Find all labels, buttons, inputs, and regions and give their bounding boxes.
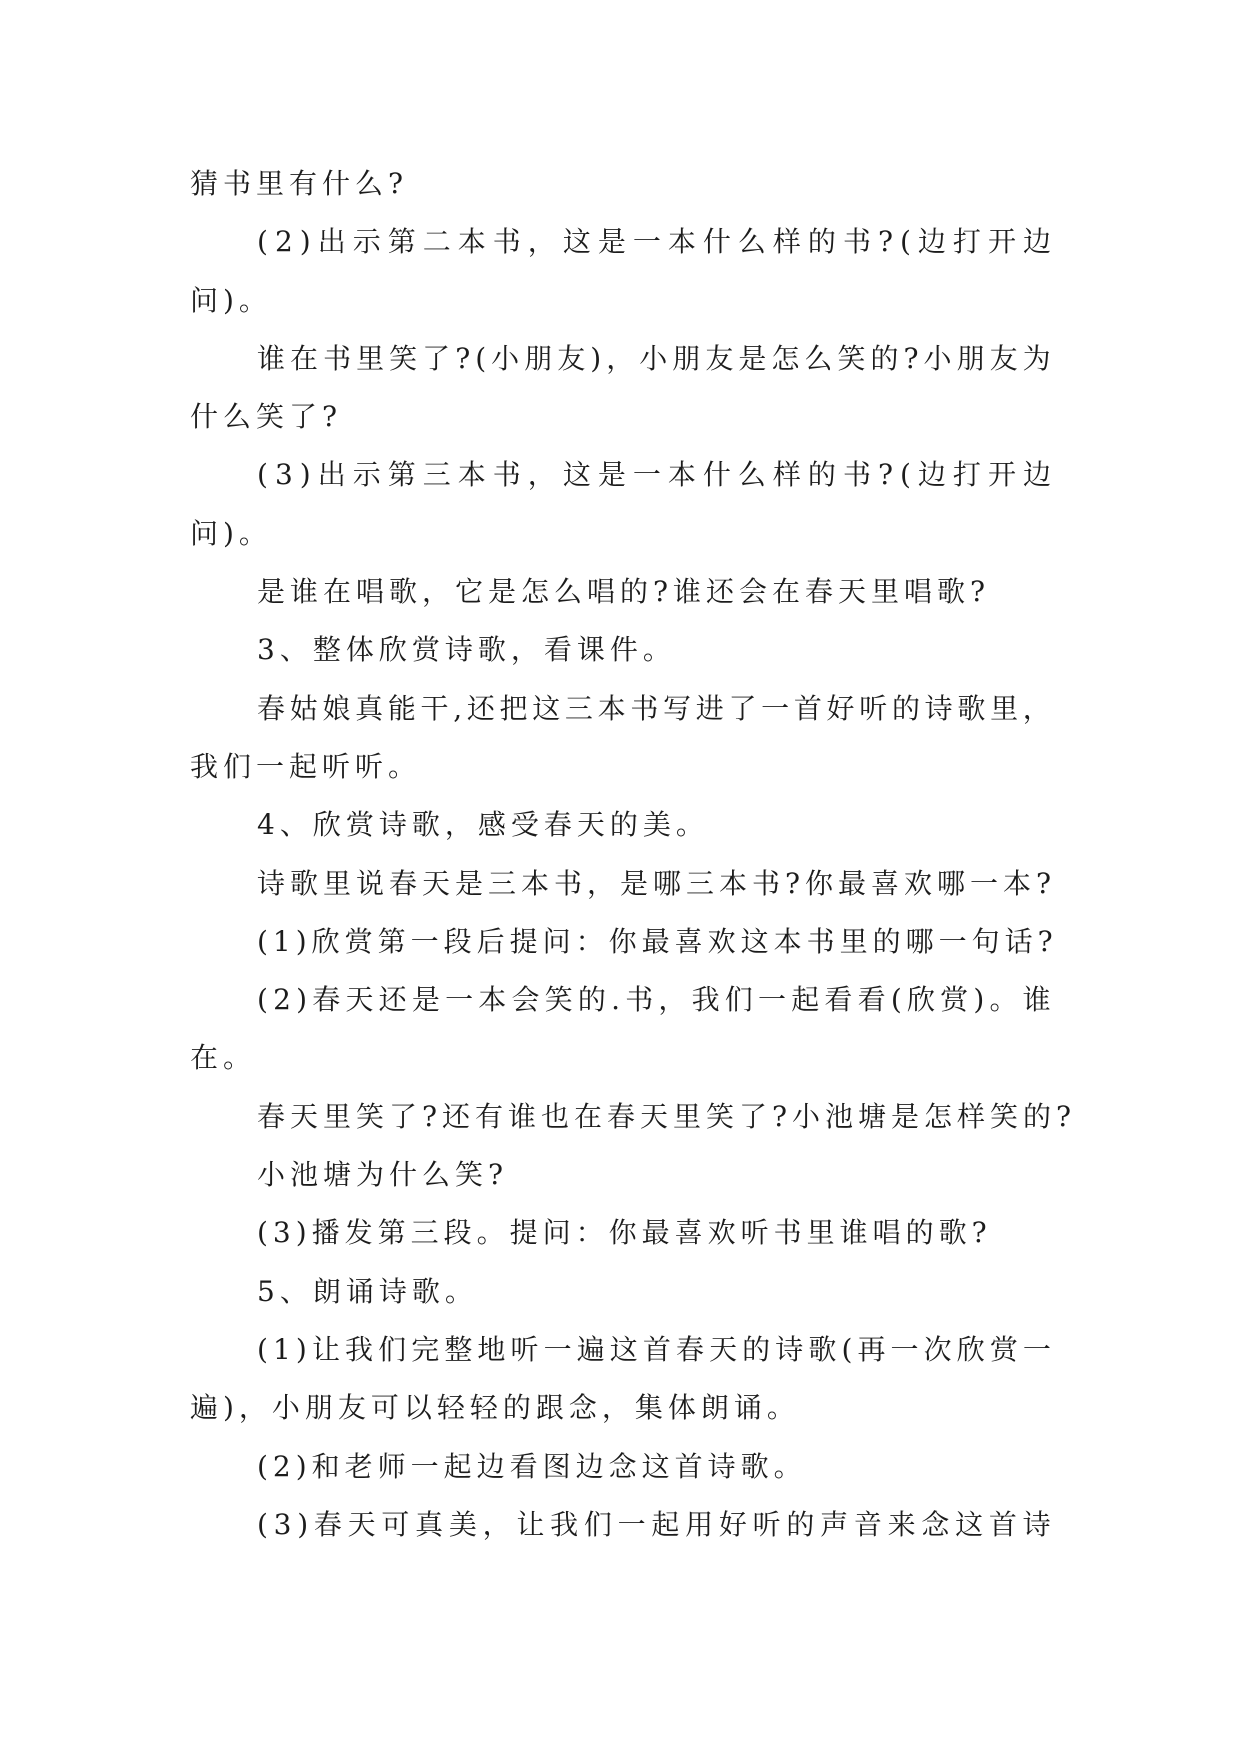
text-line: 是谁在唱歌，它是怎么唱的?谁还会在春天里唱歌? <box>257 575 991 609</box>
paragraph <box>190 1496 1051 1554</box>
paragraph <box>190 330 1051 447</box>
text-line: 4、欣赏诗歌，感受春天的美。 <box>257 808 709 842</box>
text-line: (1)欣赏第一段后提问：你最喜欢这本书里的哪一句话? <box>257 924 1058 958</box>
text-line: 诗歌里说春天是三本书，是哪三本书?你最喜欢哪一本? <box>257 866 1057 900</box>
text-line: ( 3 ) 出 示 第 三 本 书 ， 这 是 一 本 什 么 样 的 书 ? ( 边 打 开 边 <box>257 458 1051 492</box>
text-line: 在。 <box>190 1041 257 1075</box>
text-line: 春天里笑了?还有谁也在春天里笑了?小池塘是怎样笑的? <box>257 1099 1077 1133</box>
text-line: (2)和老师一起边看图边念这首诗歌。 <box>257 1449 807 1483</box>
text-line: ( 1 ) 让 我 们 完 整 地 听 一 遍 这 首 春 天 的 诗 歌 ( 再 一 次 欣 赏 一 <box>257 1332 1051 1366</box>
text-line: ( 2 ) 春 天 还 是 一 本 会 笑 的 . 书 ， 我 们 一 起 看 看 ( 欣 赏 ) 。 谁 <box>257 983 1051 1017</box>
text-line: 问)。 <box>190 516 272 550</box>
text-line: 问)。 <box>190 283 272 317</box>
paragraph <box>190 1321 1051 1438</box>
paragraph <box>190 680 1051 797</box>
text-line: 我们一起听听。 <box>190 749 422 783</box>
paragraph <box>190 1088 1077 1146</box>
text-line: 5、朗诵诗歌。 <box>257 1274 478 1308</box>
paragraph <box>190 1146 1051 1204</box>
text-line: (3)播发第三段。提问：你最喜欢听书里谁唱的歌? <box>257 1216 992 1250</box>
paragraph <box>190 563 1051 621</box>
text-line: 什么笑了? <box>190 400 343 434</box>
paragraph <box>190 1204 1051 1262</box>
paragraph <box>190 1438 1051 1496</box>
text-line: 3、整体欣赏诗歌，看课件。 <box>257 633 676 667</box>
section-heading <box>190 1263 1051 1321</box>
text-line: ( 3 ) 春 天 可 真 美 ， 让 我 们 一 起 用 好 听 的 声 音 来 念 这 首 诗 <box>257 1507 1051 1541</box>
text-line: 小池塘为什么笑? <box>257 1158 509 1192</box>
text-line: 谁 在 书 里 笑 了 ? ( 小 朋 友 ) ， 小 朋 友 是 怎 么 笑 的 ? 小 朋 友 为 <box>257 341 1051 375</box>
paragraph <box>190 213 1051 330</box>
text-line: 猜书里有什么? <box>190 167 409 200</box>
paragraph <box>190 971 1051 1088</box>
section-heading <box>190 621 1051 679</box>
body-text <box>190 155 1077 1554</box>
paragraph <box>190 855 1057 913</box>
paragraph <box>190 155 1051 213</box>
paragraph <box>190 446 1051 563</box>
text-line: ( 2 ) 出 示 第 二 本 书 ， 这 是 一 本 什 么 样 的 书 ? ( 边 打 开 边 <box>257 225 1051 259</box>
section-heading <box>190 796 1051 854</box>
text-line: 遍)，小朋友可以轻轻的跟念，集体朗诵。 <box>190 1391 800 1425</box>
paragraph <box>190 913 1058 971</box>
text-line: 春 姑 娘 真 能 干 , 还 把 这 三 本 书 写 进 了 一 首 好 听 的 诗 歌 里 ， <box>257 691 1051 725</box>
